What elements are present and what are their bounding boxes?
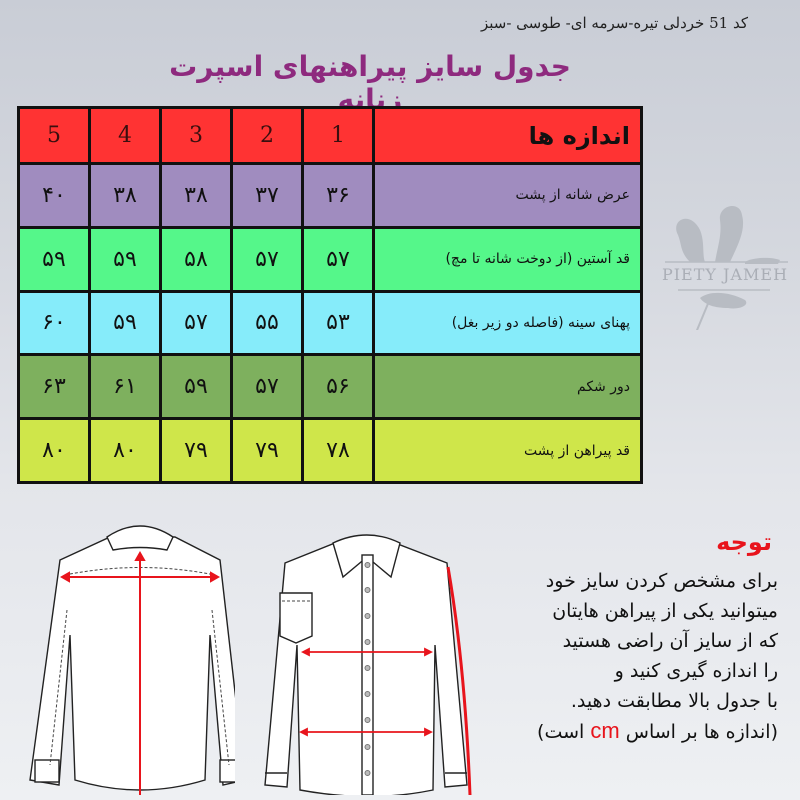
unit-cm: cm (590, 718, 620, 743)
size-3: 3 (161, 108, 232, 164)
row-label: عرض شانه از پشت (374, 164, 642, 228)
cell: ۶۰ (19, 291, 90, 355)
table-row (19, 164, 642, 228)
cell: ۷۸ (303, 419, 374, 483)
table-row (19, 291, 642, 355)
row-label: پهنای سینه (فاصله دو زیر بغل) (374, 291, 642, 355)
note-unit-after: است) (537, 721, 585, 743)
cell: ۵۹ (19, 227, 90, 291)
note-line: برای مشخص کردن سایز خود (545, 570, 778, 592)
header-label: اندازه ها (374, 108, 642, 164)
note-line: که از سایز آن راضی هستید (562, 630, 778, 652)
size-2: 2 (232, 108, 303, 164)
note-line: با جدول بالا مطابقت دهید. (570, 690, 778, 712)
table-row (19, 419, 642, 483)
cell: ۳۶ (303, 164, 374, 228)
cell: ۷۹ (161, 419, 232, 483)
note-body (438, 566, 778, 747)
table-row (19, 227, 642, 291)
cell: ۵۹ (90, 227, 161, 291)
note-line: میتوانید یکی از پیراهن هایتان (552, 600, 778, 622)
cell: ۵۹ (161, 355, 232, 419)
size-1: 1 (303, 108, 374, 164)
cell: ۵۹ (90, 291, 161, 355)
cell: ۵۷ (232, 355, 303, 419)
note-unit-before: (اندازه ها بر اساس (625, 721, 778, 743)
table-header-row (19, 108, 642, 164)
product-code-line: کد 51 خردلی تیره-سرمه ای- طوسی -سبز (480, 14, 748, 32)
leaf-logo-icon (650, 190, 800, 330)
cell: ۵۵ (232, 291, 303, 355)
cell: ۵۶ (303, 355, 374, 419)
cell: ۶۱ (90, 355, 161, 419)
note-unit-line (438, 716, 778, 747)
cell: ۳۷ (232, 164, 303, 228)
size-5: 5 (19, 108, 90, 164)
cell: ۵۷ (161, 291, 232, 355)
cell: ۷۹ (232, 419, 303, 483)
size-4: 4 (90, 108, 161, 164)
size-table (17, 106, 643, 484)
cell: ۵۷ (303, 227, 374, 291)
cell: ۳۸ (90, 164, 161, 228)
table-row (19, 355, 642, 419)
cell: ۴۰ (19, 164, 90, 228)
cell: ۵۷ (232, 227, 303, 291)
cell: ۸۰ (19, 419, 90, 483)
row-label: قد آستین (از دوخت شانه تا مچ) (374, 227, 642, 291)
cell: ۸۰ (90, 419, 161, 483)
page-title: جدول سایز پیراهنهای اسپرت زنانه (169, 50, 571, 116)
brand-name: PIETY JAMEH (661, 265, 789, 284)
note-line: را اندازه گیری کنید و (614, 660, 778, 682)
cell: ۳۸ (161, 164, 232, 228)
cell: ۵۳ (303, 291, 374, 355)
row-label: دور شکم (374, 355, 642, 419)
shirt-back-icon (15, 515, 235, 795)
row-label: قد پیراهن از پشت (374, 419, 642, 483)
cell: ۶۳ (19, 355, 90, 419)
cell: ۵۸ (161, 227, 232, 291)
brand-watermark (650, 190, 800, 330)
note-title: توجه (716, 528, 772, 556)
